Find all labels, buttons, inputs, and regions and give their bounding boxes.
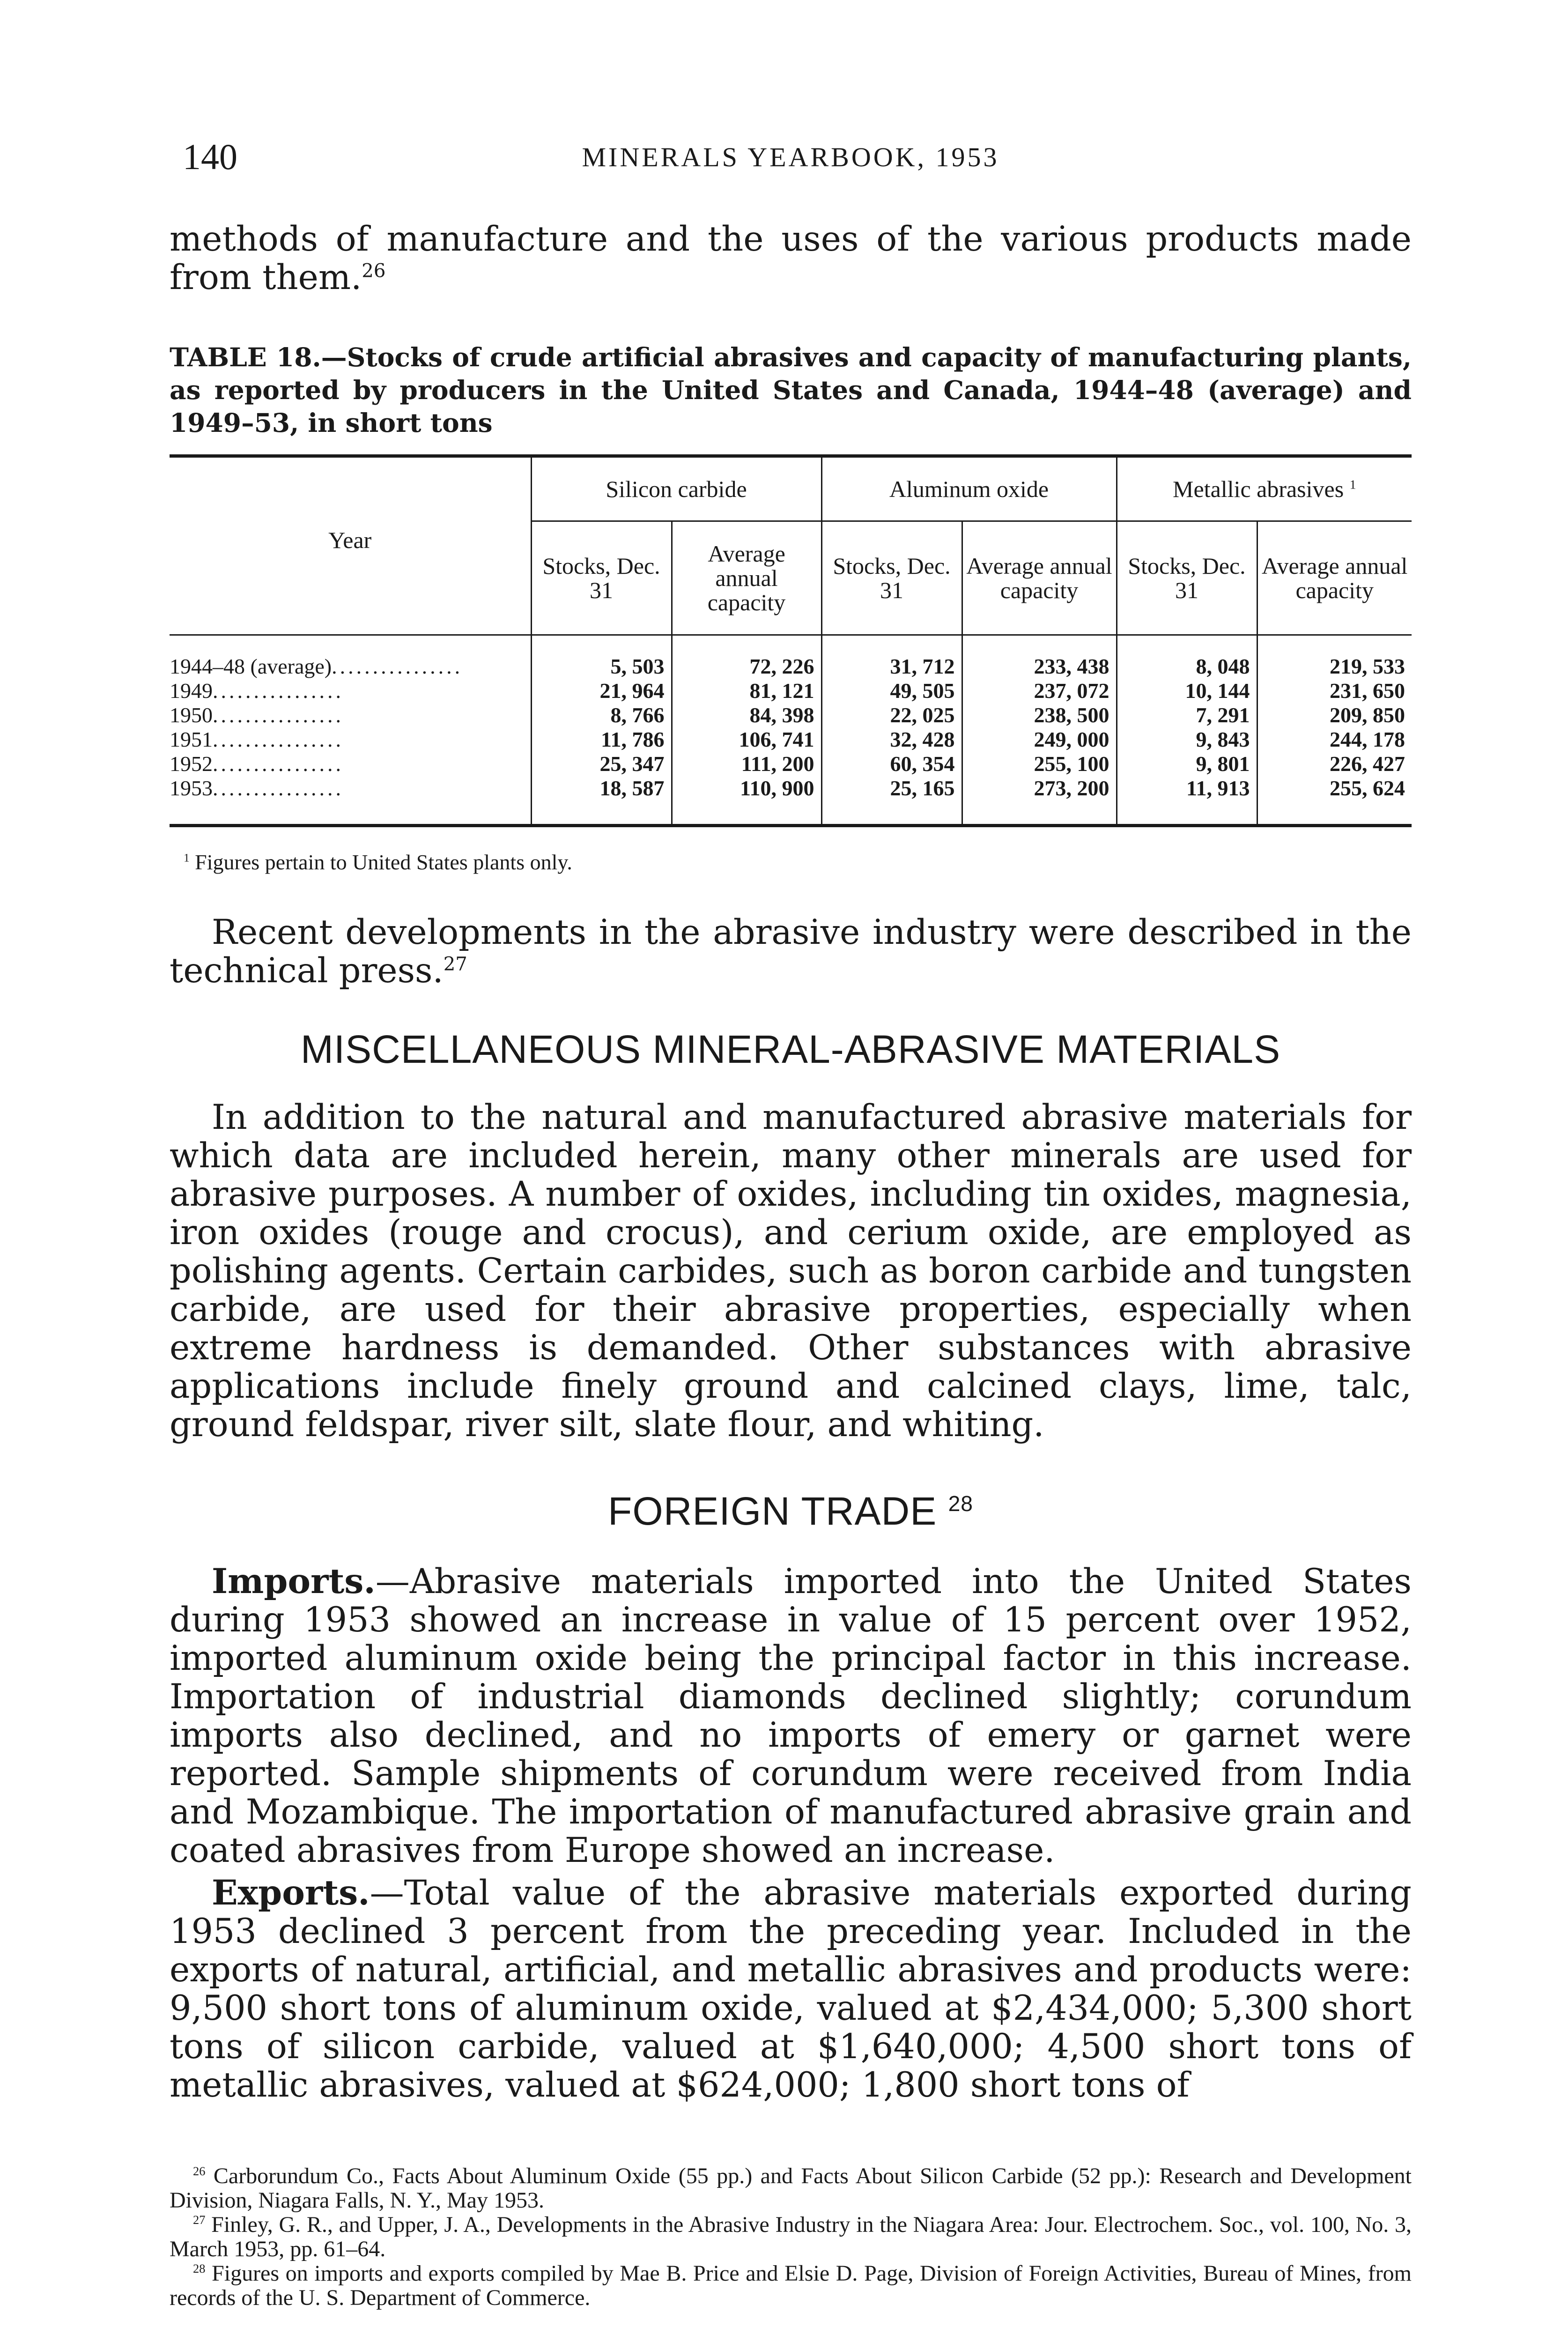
stocks-header: Stocks, Dec. 31 (821, 521, 962, 635)
value-cell: 233, 438 (962, 635, 1117, 679)
footnote-ref-28: 28 (948, 1491, 973, 1516)
exports-label: Exports. (212, 1873, 370, 1913)
recent-text: Recent developments in the abrasive industry were described in the technical press. (170, 912, 1412, 991)
group-label: Metallic abrasives (1173, 476, 1344, 502)
table-row (170, 776, 1412, 826)
table-row (170, 635, 1412, 679)
value-cell: 25, 347 (531, 752, 672, 776)
stocks-header: Stocks, Dec. 31 (1117, 521, 1257, 635)
table-row (170, 679, 1412, 703)
value-cell: 5, 503 (531, 635, 672, 679)
running-title: MINERALS YEARBOOK, 1953 (582, 142, 999, 172)
footnote-mark-1: 1 (1349, 477, 1356, 492)
group-label: Silicon carbide (606, 476, 747, 502)
value-cell: 10, 144 (1117, 679, 1257, 703)
year-cell: 1944–48 (average)................ (170, 654, 463, 678)
value-cell: 209, 850 (1257, 703, 1412, 727)
table-label: TABLE 18. (170, 342, 321, 372)
intro-paragraph (170, 220, 1412, 297)
value-cell: 249, 000 (962, 727, 1117, 752)
value-cell: 244, 178 (1257, 727, 1412, 752)
misc-paragraph (170, 1098, 1412, 1444)
misc-section-heading: MISCELLANEOUS MINERAL-ABRASIVE MATERIALS (300, 1027, 1281, 1071)
recent-developments-paragraph (170, 913, 1412, 990)
year-cell: 1949................ (170, 679, 344, 703)
foreign-trade-heading (170, 1489, 1412, 1534)
value-cell: 219, 533 (1257, 635, 1412, 679)
stocks-header: Stocks, Dec. 31 (531, 521, 672, 635)
capacity-header: Average annual capacity (1257, 521, 1412, 635)
group-label: Aluminum oxide (889, 476, 1049, 502)
footnote-item: $^{26}$ Carborundum Co., Facts About Aluminum Oxide (55 pp.) and Facts About Silicon Carbide (52 pp.): Research and Development Division, Niagara Falls, N. Y., May 1953. (170, 2164, 1412, 2213)
foreign-trade-title: FOREIGN TRADE (608, 1489, 937, 1533)
year-cell: 1951................ (170, 727, 344, 751)
page-number: 140 (183, 136, 237, 177)
value-cell: 18, 587 (531, 776, 672, 826)
year-column-header: Year (170, 456, 531, 635)
footnote-item: $^{28}$ Figures on imports and exports compiled by Mae B. Price and Elsie D. Page, Division of Foreign Activities, Bureau of Mines, from records of the U. S. Department of Commerce. (170, 2261, 1412, 2310)
stocks-table (170, 454, 1412, 827)
group-header-aluminum-oxide (821, 456, 1117, 521)
table-row (170, 727, 1412, 752)
table-caption (170, 341, 1412, 439)
value-cell: 11, 786 (531, 727, 672, 752)
year-cell: 1950................ (170, 703, 344, 727)
year-cell: 1953................ (170, 776, 531, 826)
value-cell: 31, 712 (821, 635, 962, 679)
value-cell: 106, 741 (672, 727, 821, 752)
value-cell: 32, 428 (821, 727, 962, 752)
value-cell: 255, 100 (962, 752, 1117, 776)
table-footnote-text: Figures pertain to United States plants only. (195, 850, 572, 874)
footnote-ref-27: 27 (443, 953, 467, 975)
exports-text: —Total value of the abrasive materials exported during 1953 declined 3 percent from the preceding year. Included in the exports of natural, artificial, and metallic abrasives and products were: 9,500 short tons of aluminum oxide, valued at $2,434,000; 5,300 short tons of silicon carbide, valued at $1,640,000; 4,500 short tons of metallic abrasives, valued at $624,000; 1,800 short tons of (170, 1873, 1412, 2105)
value-cell: 110, 900 (672, 776, 821, 826)
imports-text: —Abrasive materials imported into the United States during 1953 showed an increase in value of 15 percent over 1952, imported aluminum oxide being the principal factor in this increase. Importation of industrial diamonds declined slightly; corundum imports also declined, and no imports of emery or garnet were reported. Sample shipments of corundum were received from India and Mozambique. The importation of manufactured abrasive grain and coated abrasives from Europe showed an increase. (170, 1562, 1412, 1870)
running-head (170, 136, 1412, 183)
group-header-silicon-carbide (531, 456, 821, 521)
value-cell: 7, 291 (1117, 703, 1257, 727)
value-cell: 72, 226 (672, 635, 821, 679)
misc-text: In addition to the natural and manufactured abrasive materials for which data are included herein, many other minerals are used for abrasive purposes. A number of oxides, including tin oxides, magnesia, iron oxides (rouge and crocus), and cerium oxide, are employed as polishing agents. Certain carbides, such as boron carbide and tungsten carbide, are used for their abrasive properties, especially when extreme hardness is demanded. Other substances with abrasive applications include finely ground and calcined clays, lime, talc, ground feldspar, river silt, slate flour, and whiting. (170, 1097, 1412, 1445)
value-cell: 22, 025 (821, 703, 962, 727)
value-cell: 81, 121 (672, 679, 821, 703)
value-cell: 84, 398 (672, 703, 821, 727)
value-cell: 8, 048 (1117, 635, 1257, 679)
imports-paragraph (170, 1562, 1412, 1870)
value-cell: 111, 200 (672, 752, 821, 776)
footnote-ref-26: 26 (362, 260, 386, 282)
value-cell: 273, 200 (962, 776, 1117, 826)
value-cell: 25, 165 (821, 776, 962, 826)
value-cell: 21, 964 (531, 679, 672, 703)
capacity-header: Average annual capacity (672, 521, 821, 635)
group-header-metallic-abrasives (1117, 456, 1412, 521)
value-cell: 49, 505 (821, 679, 962, 703)
footnote-mark: 1 (184, 851, 190, 865)
capacity-header: Average annual capacity (962, 521, 1117, 635)
footnotes (170, 2164, 1412, 2310)
value-cell: 8, 766 (531, 703, 672, 727)
table-footnote (184, 850, 572, 875)
imports-label: Imports. (212, 1561, 376, 1601)
value-cell: 226, 427 (1257, 752, 1412, 776)
value-cell: 255, 624 (1257, 776, 1412, 826)
intro-text: methods of manufacture and the uses of the various products made from them. (170, 219, 1412, 297)
value-cell: 231, 650 (1257, 679, 1412, 703)
value-cell: 9, 801 (1117, 752, 1257, 776)
table-row (170, 752, 1412, 776)
value-cell: 9, 843 (1117, 727, 1257, 752)
value-cell: 237, 072 (962, 679, 1117, 703)
table-row (170, 703, 1412, 727)
value-cell: 11, 913 (1117, 776, 1257, 826)
table-group-header-row (170, 456, 1412, 521)
value-cell: 60, 354 (821, 752, 962, 776)
table-caption-text: —Stocks of crude artificial abrasives and capacity of manufacturing plants, as reported by producers in the United States and Canada, 1944–48 (average) and 1949–53, in short tons (170, 342, 1412, 438)
value-cell: 238, 500 (962, 703, 1117, 727)
footnote-item: $^{27}$ Finley, G. R., and Upper, J. A., Developments in the Abrasive Industry in the Niagara Area: Jour. Electrochem. Soc., vol. 100, No. 3, March 1953, pp. 61–64. (170, 2212, 1412, 2261)
year-cell: 1952................ (170, 752, 344, 776)
exports-paragraph (170, 1874, 1412, 2105)
